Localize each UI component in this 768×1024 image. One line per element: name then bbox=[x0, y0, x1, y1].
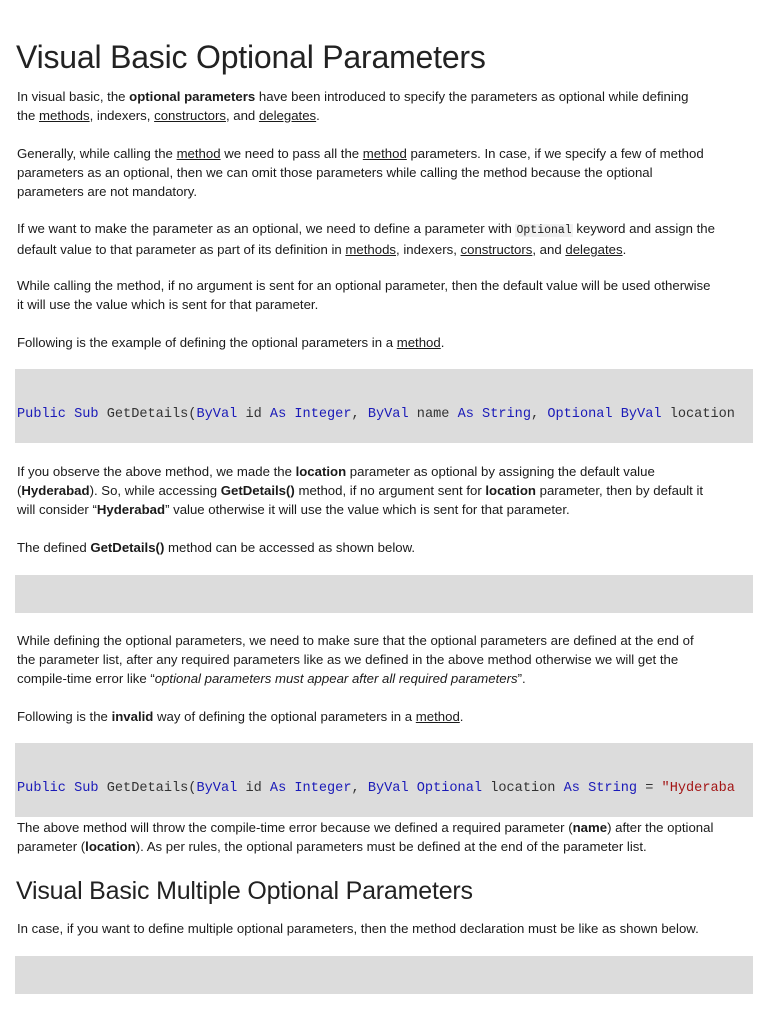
text: ”. bbox=[517, 671, 526, 686]
keyword: As String bbox=[457, 407, 531, 422]
page-title: Visual Basic Optional Parameters bbox=[16, 39, 486, 75]
code-line bbox=[17, 993, 751, 994]
text: . bbox=[316, 108, 320, 123]
code-text: , bbox=[351, 781, 368, 796]
link-method[interactable]: method bbox=[176, 146, 221, 161]
code-block-multiple bbox=[15, 956, 753, 994]
text: method, if no argument sent for bbox=[294, 483, 486, 498]
text: Generally, while calling the bbox=[17, 146, 177, 161]
italic-error-message: optional parameters must appear after all required parameters bbox=[154, 671, 518, 686]
text: way of defining the optional parameters in a bbox=[153, 709, 416, 724]
text: default value to that parameter as part of its definition in bbox=[17, 242, 346, 257]
section-title-multiple: Visual Basic Multiple Optional Parameters bbox=[16, 877, 473, 905]
code-text: = bbox=[637, 781, 662, 796]
text: , and bbox=[225, 108, 259, 123]
bold-term: location bbox=[295, 464, 347, 479]
text: will consider “ bbox=[17, 502, 97, 517]
paragraph-observe bbox=[17, 462, 755, 519]
text: the parameter list, after any required parameters like as we defined in the above method otherwise we will get the bbox=[17, 652, 679, 667]
code-line bbox=[17, 612, 751, 613]
text: In visual basic, the bbox=[17, 89, 130, 104]
text: , indexers, bbox=[396, 242, 461, 257]
text: we need to pass all the bbox=[220, 146, 363, 161]
code-text: id bbox=[237, 407, 270, 422]
intro-paragraph bbox=[17, 87, 755, 125]
inline-code-optional: Optional bbox=[516, 224, 572, 237]
link-constructors[interactable]: constructors bbox=[460, 242, 533, 257]
text: . bbox=[622, 242, 627, 257]
text: parameters are not mandatory. bbox=[17, 184, 198, 199]
code-text: location bbox=[661, 407, 735, 422]
text: The above method will throw the compile-time error because we defined a required parameter ( bbox=[17, 820, 573, 835]
text: parameter as optional by assigning the default value bbox=[346, 464, 655, 479]
keyword: As Integer bbox=[269, 781, 352, 796]
paragraph-calling-methods bbox=[17, 144, 755, 201]
keyword: Public Sub bbox=[17, 781, 99, 796]
code-text: GetDetails( bbox=[98, 781, 197, 796]
link-method[interactable]: method bbox=[396, 335, 441, 350]
bold-term: invalid bbox=[111, 709, 154, 724]
paragraph-order-rule bbox=[17, 631, 755, 688]
text: The defined bbox=[17, 540, 91, 555]
text: ). As per rules, the optional parameters must be defined at the end of the parameter list. bbox=[135, 839, 647, 854]
text: have been introduced to specify the parameters as optional while defining bbox=[255, 89, 689, 104]
string-literal: "Hyderaba bbox=[661, 781, 735, 796]
keyword: ByVal bbox=[367, 407, 409, 422]
keyword: As String bbox=[563, 781, 638, 796]
text: While defining the optional parameters, we need to make sure that the optional parameters are defined at the end of bbox=[17, 633, 694, 648]
text: keyword and assign the bbox=[572, 221, 715, 236]
bold-term: GetDetails() bbox=[220, 483, 295, 498]
bold-term: optional parameters bbox=[129, 89, 256, 104]
bold-term: location bbox=[485, 483, 536, 498]
link-methods[interactable]: methods bbox=[39, 108, 90, 123]
keyword: ByVal bbox=[196, 781, 238, 796]
code-block-example bbox=[15, 369, 753, 443]
text: , and bbox=[532, 242, 566, 257]
paragraph-default-value bbox=[17, 276, 755, 314]
text: the bbox=[17, 108, 39, 123]
text: method can be accessed as shown below. bbox=[164, 540, 416, 555]
text: compile-time error like “ bbox=[17, 671, 155, 686]
code-text: name bbox=[408, 407, 458, 422]
code-block-invalid bbox=[15, 743, 753, 817]
link-delegates[interactable]: delegates bbox=[258, 108, 317, 123]
text: parameter ( bbox=[17, 839, 86, 854]
code-line bbox=[17, 780, 751, 798]
text: ) after the optional bbox=[607, 820, 714, 835]
bold-term: name bbox=[572, 820, 608, 835]
text: . bbox=[440, 335, 445, 350]
text: While calling the method, if no argument is sent for an optional parameter, then the default value will be used otherwise bbox=[17, 278, 711, 293]
code-text: GetDetails( bbox=[98, 407, 197, 422]
link-method[interactable]: method bbox=[362, 146, 407, 161]
paragraph-compile-error bbox=[17, 818, 755, 856]
text: parameter, then by default it bbox=[535, 483, 704, 498]
link-constructors[interactable]: constructors bbox=[154, 108, 226, 123]
text: it will use the value which is sent for that parameter. bbox=[17, 297, 319, 312]
code-text: , bbox=[351, 407, 368, 422]
keyword: Optional ByVal bbox=[547, 407, 662, 422]
bold-term: Hyderabad bbox=[96, 502, 166, 517]
code-text: id bbox=[237, 781, 270, 796]
text: ” value otherwise it will use the value which is sent for that parameter. bbox=[165, 502, 570, 517]
code-text: , bbox=[531, 407, 548, 422]
keyword: Public Sub bbox=[17, 407, 99, 422]
link-methods[interactable]: methods bbox=[345, 242, 397, 257]
text: Following is the example of defining the optional parameters in a bbox=[17, 335, 397, 350]
link-delegates[interactable]: delegates bbox=[565, 242, 623, 257]
link-method[interactable]: method bbox=[415, 709, 460, 724]
paragraph-optional-keyword bbox=[17, 219, 755, 259]
text: ). So, while accessing bbox=[89, 483, 221, 498]
bold-term: location bbox=[85, 839, 136, 854]
keyword: As Integer bbox=[269, 407, 352, 422]
keyword: ByVal Optional bbox=[367, 781, 483, 796]
paragraph-multiple-intro: In case, if you want to define multiple optional parameters, then the method declaration must be like as shown below. bbox=[17, 921, 699, 936]
text: , indexers, bbox=[89, 108, 155, 123]
code-text: location bbox=[482, 781, 564, 796]
text: ( bbox=[17, 483, 22, 498]
paragraph-accessed bbox=[17, 538, 755, 557]
text: Following is the bbox=[17, 709, 112, 724]
bold-term: GetDetails() bbox=[90, 540, 165, 555]
bold-term: Hyderabad bbox=[21, 483, 90, 498]
text: . bbox=[459, 709, 464, 724]
paragraph-example-intro bbox=[17, 333, 755, 352]
keyword: ByVal bbox=[196, 407, 238, 422]
text: parameters as an optional, then we can omit those parameters while calling the method because the optional bbox=[17, 165, 653, 180]
text: If you observe the above method, we made the bbox=[17, 464, 296, 479]
paragraph-invalid-intro bbox=[17, 707, 755, 726]
text: parameters. In case, if we specify a few of method bbox=[406, 146, 704, 161]
code-block-call bbox=[15, 575, 753, 613]
code-line bbox=[17, 406, 751, 424]
text: If we want to make the parameter as an optional, we need to define a parameter with bbox=[17, 221, 516, 236]
